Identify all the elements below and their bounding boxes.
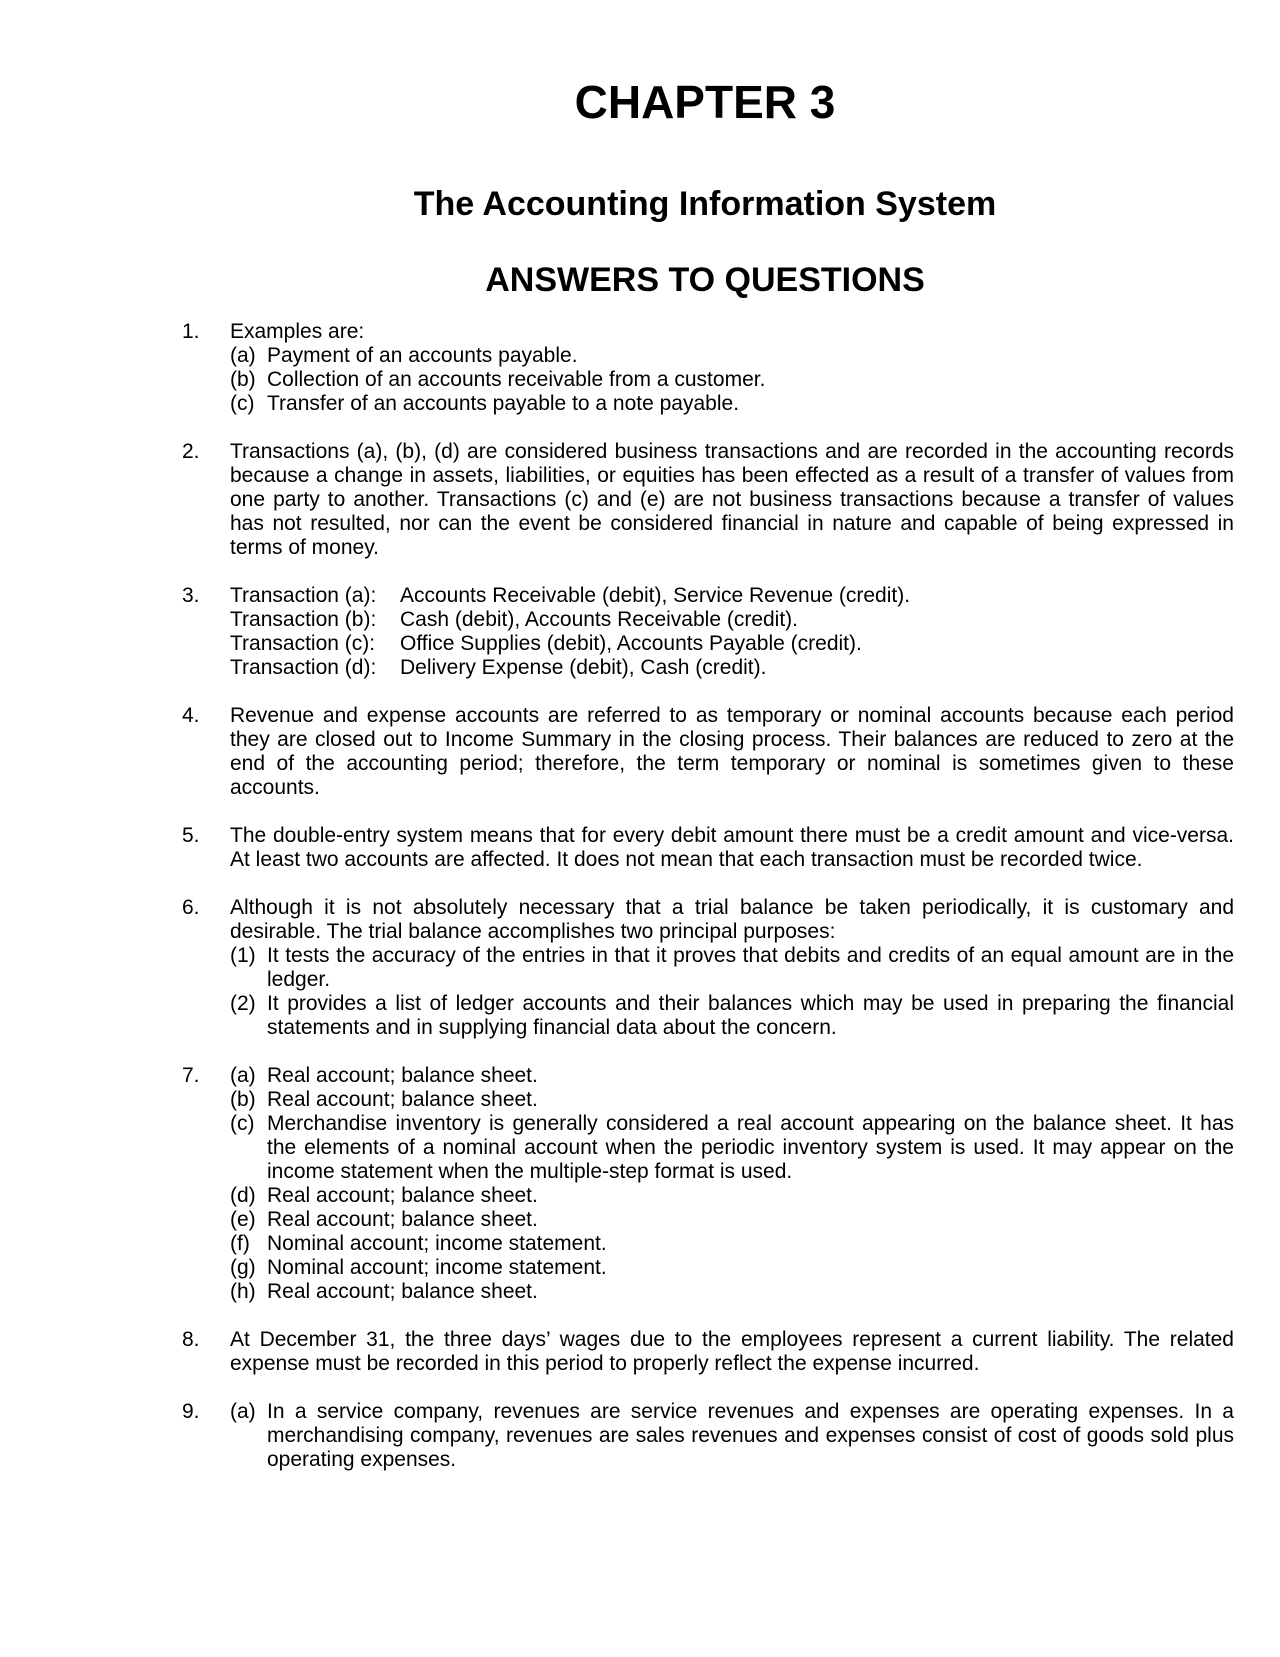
question-6 — [182, 896, 1234, 1040]
answer-item — [230, 944, 1234, 992]
question-answer — [230, 320, 1234, 416]
question-number: 9. — [182, 1400, 200, 1423]
item-label: (g) — [230, 1256, 256, 1279]
item-text: Real account; balance sheet. — [267, 1280, 538, 1303]
transaction-line — [230, 632, 1234, 656]
item-label: (a) — [230, 344, 256, 367]
item-text: It provides a list of ledger accounts and their balances which may be used in preparing the financial statements and in supplying financial data about the concern. — [267, 992, 1234, 1039]
item-label: (b) — [230, 1088, 256, 1111]
answer-item — [230, 1400, 1234, 1472]
transaction-line — [230, 584, 1234, 608]
answer-text: Transactions (a), (b), (d) are considered business transactions and are recorded in the accounting records because a change in assets, liabilities, or equities has been effected as a result of a transfer of values from one party to another. Transactions (c) and (e) are not business transactions because a transfer of values has not resulted, nor can the event be considered financial in nature and capable of being expressed in terms of money. — [230, 440, 1234, 559]
answer-item — [230, 1280, 1234, 1304]
question-number: 7. — [182, 1064, 200, 1087]
question-number: 1. — [182, 320, 200, 343]
transaction-entry: Delivery Expense (debit), Cash (credit). — [400, 656, 767, 679]
question-answer — [230, 704, 1234, 800]
answer-intro: Examples are: — [230, 320, 365, 343]
item-label: (a) — [230, 1064, 256, 1087]
answer-item — [230, 1184, 1234, 1208]
question-number: 3. — [182, 584, 200, 607]
question-number: 8. — [182, 1328, 200, 1351]
question-answer — [230, 440, 1234, 560]
answer-item — [230, 1112, 1234, 1184]
question-answer — [230, 1328, 1234, 1376]
question-2 — [182, 440, 1234, 560]
item-label: (a) — [230, 1400, 256, 1423]
question-number: 5. — [182, 824, 200, 847]
item-text: Real account; balance sheet. — [267, 1184, 538, 1207]
question-7 — [182, 1064, 1234, 1304]
answer-text: Revenue and expense accounts are referred to as temporary or nominal accounts because each period they are closed out to Income Summary in the closing process. Their balances are reduced to zero at the end of the accounting period; therefore, the term temporary or nominal is sometimes given to these accounts. — [230, 704, 1234, 799]
answer-item — [230, 368, 1234, 392]
transaction-line — [230, 608, 1234, 632]
item-text: Transfer of an accounts payable to a note payable. — [267, 392, 740, 415]
question-answer — [230, 584, 1234, 680]
question-answer — [230, 1064, 1234, 1304]
answer-item — [230, 1232, 1234, 1256]
item-text: Merchandise inventory is generally considered a real account appearing on the balance sheet. It has the elements of a nominal account when the periodic inventory system is used. It may appear on the income statement when the multiple-step format is used. — [267, 1112, 1234, 1183]
answer-item — [230, 1064, 1234, 1088]
question-9 — [182, 1400, 1234, 1472]
transaction-line — [230, 656, 1234, 680]
answer-text: At December 31, the three days’ wages due to the employees represent a current liability. The related expense must be recorded in this period to properly reflect the expense incurred. — [230, 1328, 1234, 1375]
item-text: Real account; balance sheet. — [267, 1064, 538, 1087]
chapter-title: CHAPTER 3 — [574, 76, 836, 128]
item-label: (1) — [230, 944, 256, 967]
questions-list — [182, 320, 1234, 1496]
question-1 — [182, 320, 1234, 416]
transaction-label: Transaction (b): — [230, 608, 377, 631]
item-text: Nominal account; income statement. — [267, 1256, 607, 1279]
transaction-label: Transaction (d): — [230, 656, 377, 679]
answer-item — [230, 1256, 1234, 1280]
question-number: 4. — [182, 704, 200, 727]
section-title: ANSWERS TO QUESTIONS — [485, 261, 925, 299]
question-8 — [182, 1328, 1234, 1376]
item-label: (c) — [230, 392, 255, 415]
answer-item — [230, 1088, 1234, 1112]
question-number: 6. — [182, 896, 200, 919]
item-text: In a service company, revenues are service revenues and expenses are operating expenses. In a merchandising company, revenues are sales revenues and expenses consist of cost of goods sold plus operating expenses. — [267, 1400, 1234, 1471]
item-label: (c) — [230, 1112, 255, 1135]
item-label: (d) — [230, 1184, 256, 1207]
item-text: Collection of an accounts receivable from a customer. — [267, 368, 766, 391]
answer-text: The double-entry system means that for every debit amount there must be a credit amount and vice-versa. At least two accounts are affected. It does not mean that each transaction must be recorded twice. — [230, 824, 1234, 871]
item-label: (b) — [230, 368, 256, 391]
answer-intro: Although it is not absolutely necessary that a trial balance be taken periodically, it is customary and desirable. The trial balance accomplishes two principal purposes: — [230, 896, 1234, 943]
question-answer — [230, 896, 1234, 1040]
answer-item — [230, 992, 1234, 1040]
transaction-label: Transaction (a): — [230, 584, 377, 607]
item-text: Real account; balance sheet. — [267, 1088, 538, 1111]
transaction-entry: Accounts Receivable (debit), Service Revenue (credit). — [400, 584, 911, 607]
item-label: (2) — [230, 992, 256, 1015]
item-text: Payment of an accounts payable. — [267, 344, 578, 367]
item-label: (f) — [230, 1232, 250, 1255]
item-text: Nominal account; income statement. — [267, 1232, 607, 1255]
question-answer — [230, 824, 1234, 872]
question-4 — [182, 704, 1234, 800]
question-number: 2. — [182, 440, 200, 463]
answer-item — [230, 344, 1234, 368]
answer-item — [230, 1208, 1234, 1232]
transaction-label: Transaction (c): — [230, 632, 376, 655]
chapter-subtitle: The Accounting Information System — [413, 185, 997, 223]
transaction-entry: Cash (debit), Accounts Receivable (credit). — [400, 608, 799, 631]
item-text: Real account; balance sheet. — [267, 1208, 538, 1231]
transaction-entry: Office Supplies (debit), Accounts Payable (credit). — [400, 632, 862, 655]
question-5 — [182, 824, 1234, 872]
item-label: (e) — [230, 1208, 256, 1231]
item-label: (h) — [230, 1280, 256, 1303]
item-text: It tests the accuracy of the entries in that it proves that debits and credits of an equal amount are in the ledger. — [267, 944, 1234, 991]
question-3 — [182, 584, 1234, 680]
answer-item — [230, 392, 1234, 416]
question-answer — [230, 1400, 1234, 1472]
